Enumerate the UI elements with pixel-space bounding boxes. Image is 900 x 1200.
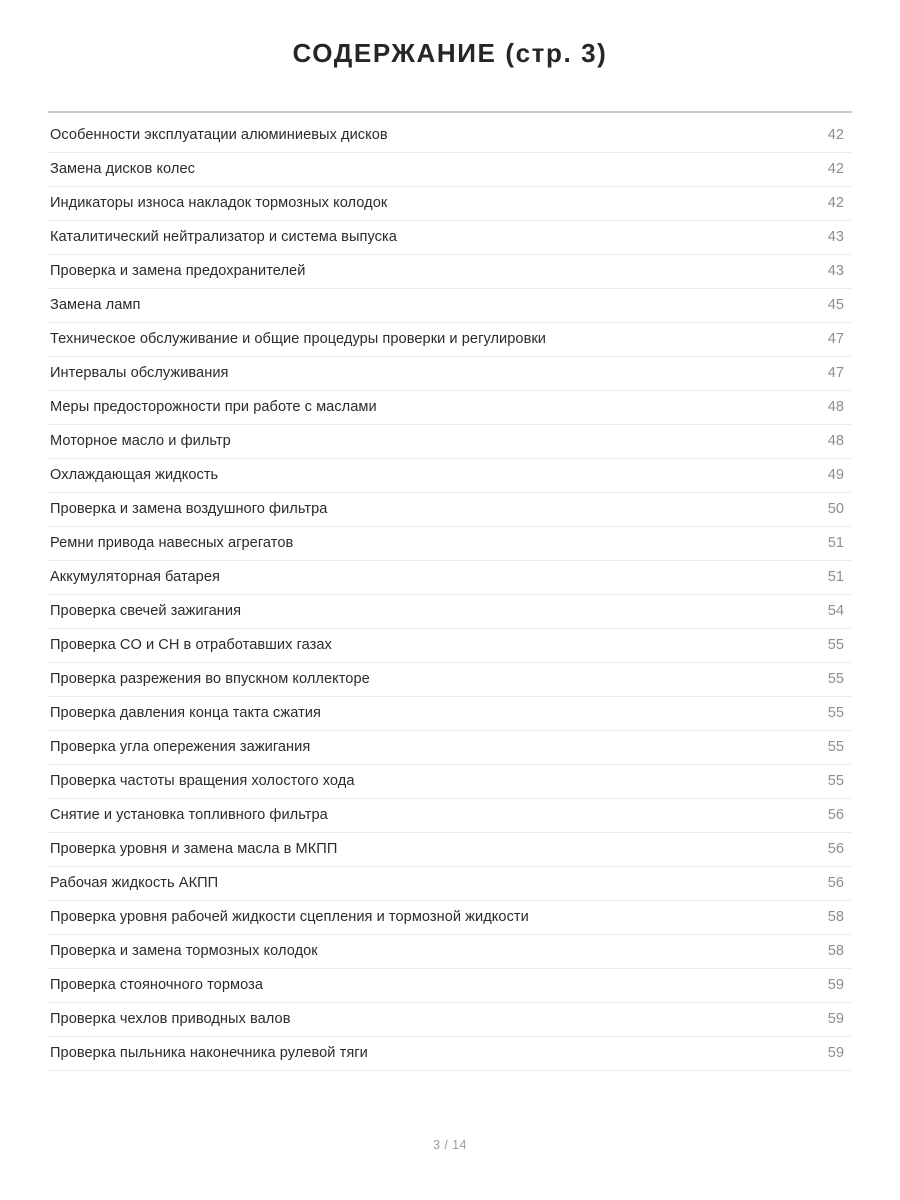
toc-entry-label: Проверка разрежения во впускном коллекторе [50,671,370,688]
toc-entry[interactable] [48,255,852,289]
toc-entry-page-number: 54 [827,603,844,620]
toc-entry-label: Проверка пыльника наконечника рулевой тяги [50,1045,368,1062]
toc-entry[interactable] [48,867,852,901]
toc-entry-label: Проверка угла опережения зажигания [50,739,311,756]
toc-entry-page-number: 59 [827,1011,844,1028]
toc-entry-page-number: 58 [827,909,844,926]
toc-entry-label: Меры предосторожности при работе с маслами [50,399,377,416]
title-block [0,0,900,69]
toc-entry[interactable] [48,357,852,391]
toc-entry-label: Каталитический нейтрализатор и система выпуска [50,229,397,246]
toc-entry[interactable] [48,1003,852,1037]
table-of-contents [0,113,900,1071]
toc-entry-label: Проверка частоты вращения холостого хода [50,773,355,790]
toc-entry-label: Проверка уровня рабочей жидкости сцепления и тормозной жидкости [50,909,529,926]
toc-entry-label: Рабочая жидкость АКПП [50,875,219,892]
toc-entry-label: Проверка CO и CH в отработавших газах [50,637,332,654]
toc-entry[interactable] [48,765,852,799]
toc-entry[interactable] [48,663,852,697]
toc-entry-page-number: 51 [827,569,844,586]
toc-entry-page-number: 55 [827,671,844,688]
toc-entry[interactable] [48,187,852,221]
toc-entry-page-number: 50 [827,501,844,518]
toc-entry[interactable] [48,391,852,425]
toc-entry-label: Замена ламп [50,297,141,314]
toc-entry-label: Индикаторы износа накладок тормозных колодок [50,195,388,212]
toc-entry[interactable] [48,833,852,867]
toc-entry-page-number: 45 [827,297,844,314]
page-footer [0,1136,900,1154]
toc-entry[interactable] [48,935,852,969]
toc-entry-page-number: 42 [827,161,844,178]
toc-entry-page-number: 55 [827,637,844,654]
toc-entry-page-number: 47 [827,331,844,348]
toc-entry-page-number: 56 [827,875,844,892]
toc-entry-label: Проверка свечей зажигания [50,603,242,620]
page-counter: 3 / 14 [433,1138,467,1152]
toc-entry-label: Снятие и установка топливного фильтра [50,807,328,824]
toc-entry-label: Проверка и замена тормозных колодок [50,943,318,960]
toc-entry[interactable] [48,425,852,459]
toc-entry-page-number: 55 [827,705,844,722]
toc-entry[interactable] [48,629,852,663]
toc-entry[interactable] [48,731,852,765]
toc-entry-page-number: 43 [827,229,844,246]
toc-entry-label: Проверка и замена воздушного фильтра [50,501,328,518]
toc-entry-page-number: 56 [827,807,844,824]
toc-entry-page-number: 48 [827,399,844,416]
toc-entry[interactable] [48,595,852,629]
toc-entry-page-number: 59 [827,1045,844,1062]
toc-entry[interactable] [48,969,852,1003]
toc-entry-label: Особенности эксплуатации алюминиевых дисков [50,127,388,144]
page-title: СОДЕРЖАНИЕ (стр. 3) [292,38,608,68]
toc-entry[interactable] [48,459,852,493]
toc-entry-page-number: 42 [827,127,844,144]
toc-entry-label: Проверка стояночного тормоза [50,977,264,994]
toc-entry[interactable] [48,221,852,255]
toc-entry-page-number: 47 [827,365,844,382]
toc-entry-page-number: 58 [827,943,844,960]
toc-entry-label: Аккумуляторная батарея [50,569,220,586]
toc-entry[interactable] [48,1037,852,1071]
toc-entry[interactable] [48,153,852,187]
toc-entry-page-number: 48 [827,433,844,450]
toc-entry-page-number: 56 [827,841,844,858]
toc-entry-page-number: 55 [827,739,844,756]
toc-entry[interactable] [48,119,852,153]
toc-entry-label: Ремни привода навесных агрегатов [50,535,294,552]
toc-entry-page-number: 55 [827,773,844,790]
toc-entry-label: Техническое обслуживание и общие процедуры проверки и регулировки [50,331,547,348]
toc-entry-label: Интервалы обслуживания [50,365,229,382]
toc-entry[interactable] [48,799,852,833]
toc-entry[interactable] [48,561,852,595]
toc-entry-page-number: 43 [827,263,844,280]
toc-entry[interactable] [48,493,852,527]
toc-entry-label: Проверка уровня и замена масла в МКПП [50,841,338,858]
toc-entry-label: Замена дисков колес [50,161,195,178]
toc-entry-page-number: 42 [827,195,844,212]
toc-entry-page-number: 51 [827,535,844,552]
toc-entry-label: Проверка и замена предохранителей [50,263,306,280]
toc-entry-label: Моторное масло и фильтр [50,433,231,450]
toc-entry[interactable] [48,697,852,731]
toc-entry[interactable] [48,527,852,561]
toc-entry-label: Проверка давления конца такта сжатия [50,705,321,722]
toc-entry-page-number: 49 [827,467,844,484]
toc-entry[interactable] [48,323,852,357]
toc-entry-page-number: 59 [827,977,844,994]
toc-entry[interactable] [48,901,852,935]
toc-entry-label: Охлаждающая жидкость [50,467,219,484]
toc-entry[interactable] [48,289,852,323]
toc-entry-label: Проверка чехлов приводных валов [50,1011,291,1028]
